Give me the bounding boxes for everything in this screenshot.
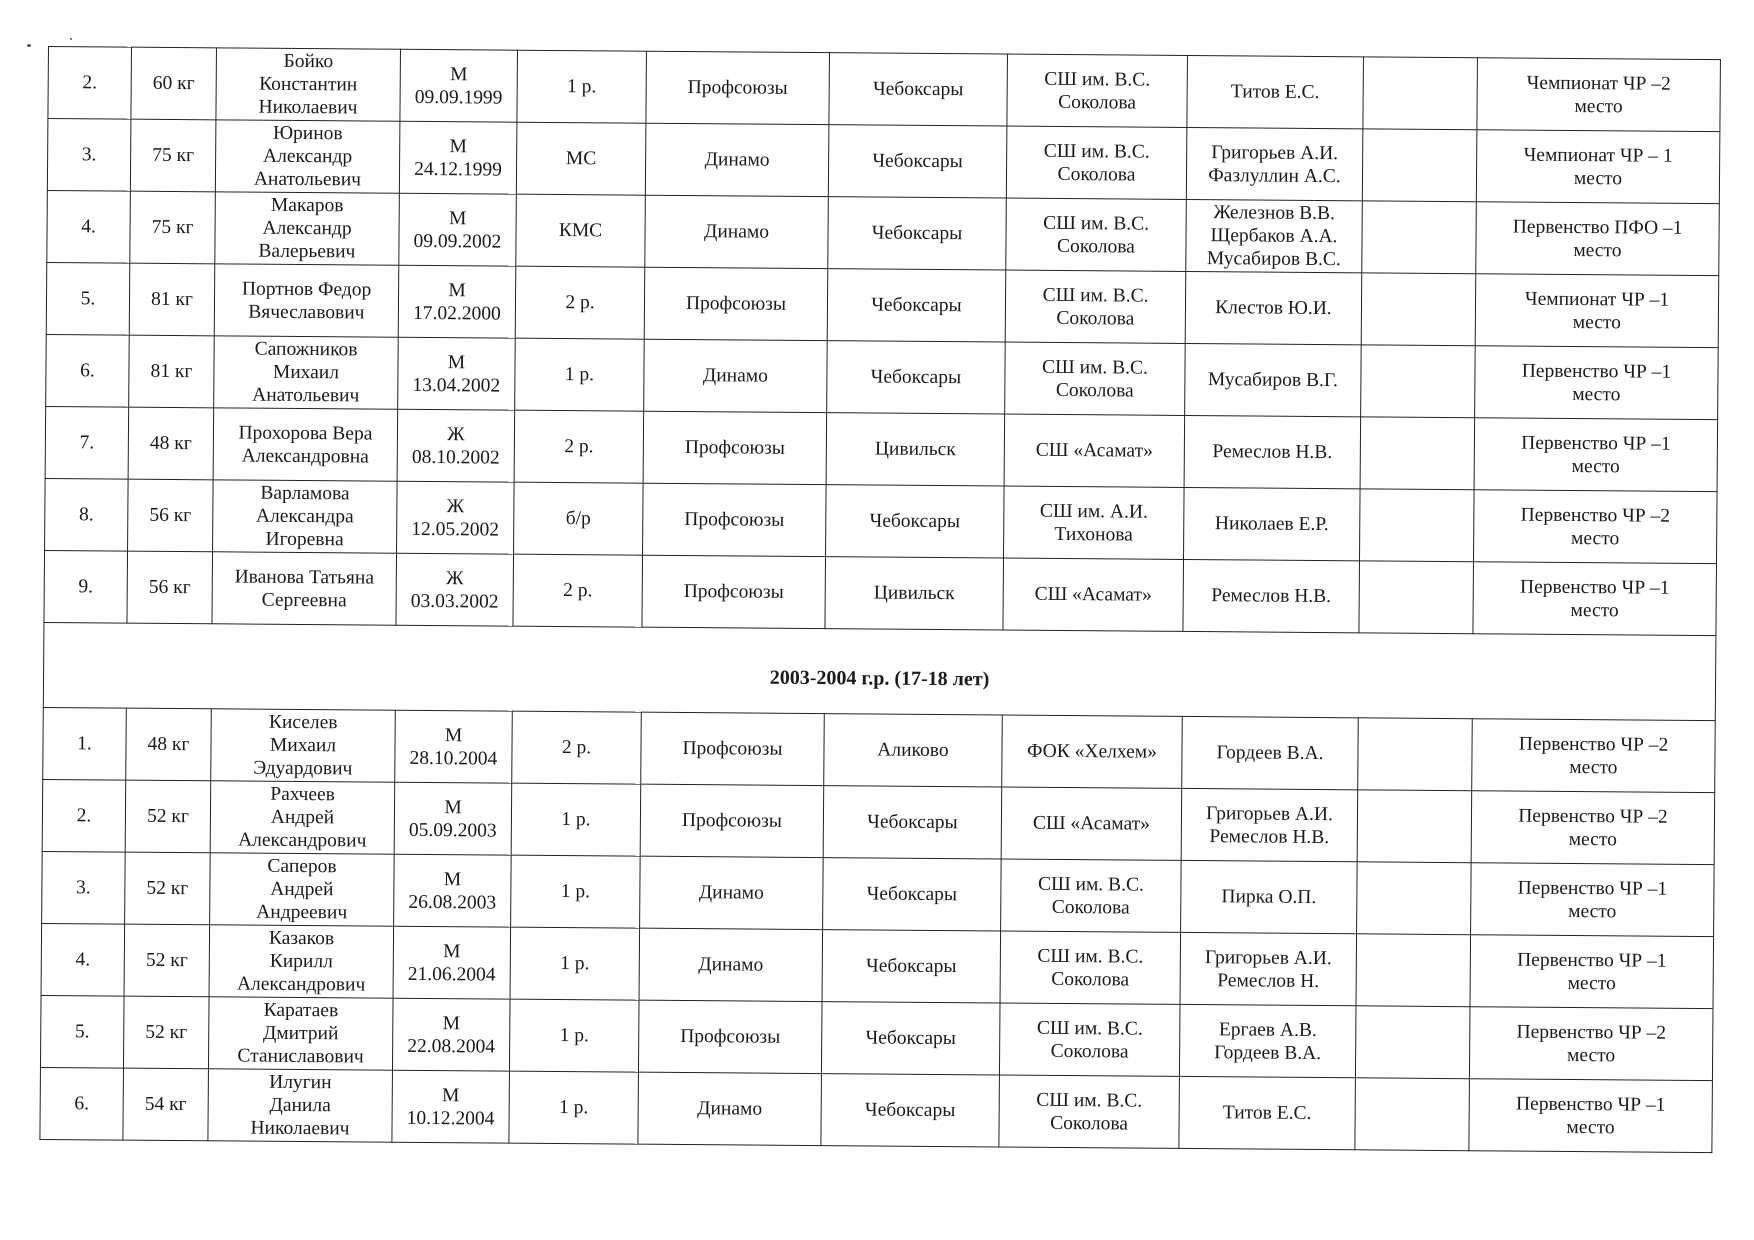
sex-birthdate-cell: М 28.10.2004 <box>395 710 513 783</box>
weight-class-cell: 56 кг <box>127 551 213 624</box>
coach-cell: Титов Е.С. <box>1179 1076 1356 1149</box>
weight-class-cell: 81 кг <box>129 335 215 408</box>
table-row <box>42 851 1715 936</box>
athlete-name-cell: Сапожников Михаил Анатольевич <box>214 336 399 409</box>
athlete-name-cell: Илугин Данила Николаевич <box>208 1069 393 1142</box>
table-row <box>44 550 1717 635</box>
empty-cell-cell <box>1357 790 1472 863</box>
sport-society-cell: Профсоюзы <box>643 483 827 556</box>
coach-cell: Ремеслов Н.В. <box>1184 415 1361 488</box>
table-row <box>46 262 1719 347</box>
athlete-name-cell: Макаров Александр Валерьевич <box>215 192 400 265</box>
sex-birthdate-cell: Ж 08.10.2002 <box>397 409 515 482</box>
table-row <box>45 478 1718 563</box>
city-cell: Чебоксары <box>823 858 1002 931</box>
sport-school-cell: СШ «Асамат» <box>1003 558 1184 631</box>
row-number-cell: 2. <box>42 779 126 852</box>
table-row <box>42 779 1715 864</box>
empty-cell-cell <box>1355 1078 1470 1151</box>
weight-class-cell: 75 кг <box>130 191 216 264</box>
sex-birthdate-cell: М 24.12.1999 <box>399 121 517 194</box>
table-body-section <box>43 622 1716 720</box>
table-body-top <box>44 47 1720 636</box>
city-cell: Цивильск <box>826 413 1005 486</box>
weight-class-cell: 48 кг <box>126 708 212 781</box>
result-cell: Первенство ЧР –2 место <box>1473 490 1717 564</box>
row-number-cell: 3. <box>47 119 131 192</box>
empty-cell-cell <box>1361 273 1476 346</box>
sport-society-cell: Динамо <box>645 195 829 268</box>
result-cell: Первенство ЧР –1 место <box>1471 863 1715 937</box>
coach-cell: Ергаев А.В. Гордеев В.А. <box>1179 1004 1356 1077</box>
city-cell: Чебоксары <box>821 1074 1000 1147</box>
sex-birthdate-cell: Ж 12.05.2002 <box>397 481 515 554</box>
sex-birthdate-cell: М 21.06.2004 <box>393 926 511 999</box>
age-group-title: 2003-2004 г.р. (17-18 лет) <box>43 622 1716 720</box>
sport-category-cell: 1 р. <box>509 1071 639 1144</box>
row-number-cell: 8. <box>45 478 129 551</box>
sport-category-cell: 1 р. <box>510 927 640 1000</box>
sport-society-cell: Профсоюзы <box>638 1000 822 1073</box>
sport-school-cell: СШ им. В.С. Соколова <box>1007 54 1188 127</box>
result-cell: Первенство ЧР –1 место <box>1475 346 1719 420</box>
athlete-name-cell: Каратаев Дмитрий Станиславович <box>208 997 393 1070</box>
sport-society-cell: Динамо <box>639 928 823 1001</box>
scan-speck <box>27 44 31 47</box>
sex-birthdate-cell: М 22.08.2004 <box>392 998 510 1071</box>
athlete-name-cell: Казаков Кирилл Александрович <box>209 925 394 998</box>
scan-speck <box>70 38 72 40</box>
city-cell: Чебоксары <box>827 341 1006 414</box>
athlete-name-cell: Рахчеев Андрей Александрович <box>210 781 395 854</box>
empty-cell-cell <box>1356 934 1471 1007</box>
result-cell: Первенство ЧР –1 место <box>1473 562 1717 636</box>
sport-school-cell: СШ им. В.С. Соколова <box>1006 198 1187 271</box>
row-number-cell: 4. <box>41 923 125 996</box>
city-cell: Чебоксары <box>821 1002 1000 1075</box>
row-number-cell: 7. <box>45 406 129 479</box>
sport-school-cell: СШ им. В.С. Соколова <box>999 1075 1180 1148</box>
row-number-cell: 2. <box>48 47 132 120</box>
sport-society-cell: Профсоюзы <box>643 411 827 484</box>
city-cell: Аликово <box>824 714 1003 787</box>
empty-cell-cell <box>1361 345 1476 418</box>
sport-school-cell: СШ «Асамат» <box>1004 414 1185 487</box>
sport-school-cell: СШ им. В.С. Соколова <box>1006 126 1187 199</box>
sport-society-cell: Динамо <box>640 856 824 929</box>
weight-class-cell: 54 кг <box>123 1068 209 1141</box>
sport-society-cell: Динамо <box>638 1072 822 1145</box>
table-row <box>47 119 1720 204</box>
table-body-bottom <box>40 707 1715 1152</box>
table-row <box>41 923 1714 1008</box>
athletes-table <box>39 46 1721 1153</box>
city-cell: Чебоксары <box>823 786 1002 859</box>
athlete-name-cell: Юринов Александр Анатольевич <box>215 120 400 193</box>
athlete-name-cell: Иванова Татьяна Сергеевна <box>212 552 397 625</box>
table-row <box>40 995 1713 1080</box>
sport-society-cell: Профсоюзы <box>644 267 828 340</box>
athlete-name-cell: Бойко Константин Николаевич <box>216 48 401 121</box>
sex-birthdate-cell: М 17.02.2000 <box>398 265 516 338</box>
sport-category-cell: 1 р. <box>511 855 641 928</box>
coach-cell: Ремеслов Н.В. <box>1183 559 1360 632</box>
athlete-name-cell: Киселев Михаил Эдуардович <box>211 709 396 782</box>
weight-class-cell: 52 кг <box>125 780 211 853</box>
sport-society-cell: Профсоюзы <box>642 555 826 628</box>
athlete-name-cell: Портнов Федор Вячеславович <box>214 264 399 337</box>
row-number-cell: 9. <box>44 550 128 623</box>
coach-cell: Григорьев А.И. Ремеслов Н.В. <box>1181 788 1358 861</box>
weight-class-cell: 52 кг <box>125 852 211 925</box>
table-row <box>48 47 1721 132</box>
sex-birthdate-cell: М 10.12.2004 <box>392 1070 510 1143</box>
empty-cell-cell <box>1359 489 1474 562</box>
table-row <box>47 190 1720 275</box>
sport-society-cell: Профсоюзы <box>641 712 825 785</box>
sport-school-cell: СШ им. В.С. Соколова <box>999 1003 1180 1076</box>
sport-category-cell: 1 р. <box>515 338 645 411</box>
result-cell: Чемпионат ЧР –2 место <box>1477 58 1721 132</box>
result-cell: Первенство ПФО –1 место <box>1476 202 1720 276</box>
row-number-cell: 5. <box>46 262 130 335</box>
age-group-row <box>43 622 1716 720</box>
city-cell: Чебоксары <box>826 485 1005 558</box>
sport-category-cell: 2 р. <box>514 410 644 483</box>
sport-category-cell: 2 р. <box>515 266 645 339</box>
table-row <box>40 1067 1713 1152</box>
coach-cell: Григорьев А.И. Фазлуллин А.С. <box>1186 127 1363 200</box>
city-cell: Чебоксары <box>827 269 1006 342</box>
coach-cell: Гордеев В.А. <box>1182 716 1359 789</box>
sport-category-cell: МС <box>516 122 646 195</box>
sex-birthdate-cell: Ж 03.03.2002 <box>396 553 514 626</box>
row-number-cell: 4. <box>47 190 131 263</box>
city-cell: Чебоксары <box>828 125 1007 198</box>
sport-school-cell: СШ им. В.С. Соколова <box>1005 270 1186 343</box>
empty-cell-cell <box>1357 862 1472 935</box>
sex-birthdate-cell: М 09.09.1999 <box>400 49 518 122</box>
empty-cell-cell <box>1355 1006 1470 1079</box>
result-cell: Первенство ЧР –1 место <box>1474 418 1718 492</box>
sport-category-cell: б/р <box>514 482 644 555</box>
sport-society-cell: Динамо <box>645 123 829 196</box>
row-number-cell: 6. <box>46 334 130 407</box>
city-cell: Чебоксары <box>822 930 1001 1003</box>
sport-category-cell: 2 р. <box>512 711 642 784</box>
sport-category-cell: КМС <box>516 194 646 267</box>
empty-cell-cell <box>1360 417 1475 490</box>
city-cell: Чебоксары <box>829 53 1008 126</box>
sex-birthdate-cell: М 13.04.2002 <box>398 337 516 410</box>
sport-school-cell: СШ «Асамат» <box>1001 787 1182 860</box>
coach-cell: Железнов В.В. Щербаков А.А. Мусабиров В.С. <box>1186 199 1363 272</box>
coach-cell: Пирка О.П. <box>1181 860 1358 933</box>
sport-society-cell: Динамо <box>644 339 828 412</box>
table-row <box>45 406 1718 491</box>
sport-school-cell: СШ им. В.С. Соколова <box>1000 931 1181 1004</box>
coach-cell: Титов Е.С. <box>1187 55 1364 128</box>
weight-class-cell: 81 кг <box>129 263 215 336</box>
weight-class-cell: 75 кг <box>130 119 216 192</box>
result-cell: Первенство ЧР –2 место <box>1469 1007 1713 1081</box>
athlete-name-cell: Саперов Андрей Андреевич <box>210 853 395 926</box>
sport-school-cell: СШ им. В.С. Соколова <box>1001 859 1182 932</box>
weight-class-cell: 48 кг <box>128 407 214 480</box>
row-number-cell: 1. <box>43 707 127 780</box>
table-row <box>46 334 1719 419</box>
result-cell: Чемпионат ЧР – 1 место <box>1476 130 1720 204</box>
result-cell: Первенство ЧР –1 место <box>1470 935 1714 1009</box>
table-row <box>43 707 1716 792</box>
sex-birthdate-cell: М 26.08.2003 <box>394 854 512 927</box>
city-cell: Чебоксары <box>828 197 1007 270</box>
coach-cell: Григорьев А.И. Ремеслов Н. <box>1180 932 1357 1005</box>
row-number-cell: 5. <box>40 995 124 1068</box>
athlete-name-cell: Варламова Александра Игоревна <box>213 480 398 553</box>
weight-class-cell: 52 кг <box>124 924 210 997</box>
weight-class-cell: 60 кг <box>131 47 217 120</box>
sport-society-cell: Профсоюзы <box>646 51 830 124</box>
empty-cell-cell <box>1359 561 1474 634</box>
weight-class-cell: 52 кг <box>123 996 209 1069</box>
empty-cell-cell <box>1363 57 1478 130</box>
empty-cell-cell <box>1362 129 1477 202</box>
coach-cell: Мусабиров В.Г. <box>1185 343 1362 416</box>
empty-cell-cell <box>1358 718 1473 791</box>
sport-school-cell: СШ им. В.С. Соколова <box>1005 342 1186 415</box>
sport-school-cell: ФОК «Хелхем» <box>1002 715 1183 788</box>
weight-class-cell: 56 кг <box>128 479 214 552</box>
coach-cell: Клестов Ю.И. <box>1185 271 1362 344</box>
sport-category-cell: 1 р. <box>517 50 647 123</box>
row-number-cell: 3. <box>42 851 126 924</box>
sport-category-cell: 1 р. <box>511 783 641 856</box>
coach-cell: Николаев Е.Р. <box>1184 487 1361 560</box>
sex-birthdate-cell: М 09.09.2002 <box>399 193 517 266</box>
sport-category-cell: 1 р. <box>509 999 639 1072</box>
result-cell: Первенство ЧР –1 место <box>1469 1079 1713 1153</box>
city-cell: Цивильск <box>825 557 1004 630</box>
result-cell: Первенство ЧР –2 место <box>1472 719 1716 793</box>
sex-birthdate-cell: М 05.09.2003 <box>394 782 512 855</box>
empty-cell-cell <box>1362 201 1477 274</box>
sport-society-cell: Профсоюзы <box>640 784 824 857</box>
sport-category-cell: 2 р. <box>513 554 643 627</box>
athlete-name-cell: Прохорова Вера Александровна <box>213 408 398 481</box>
result-cell: Чемпионат ЧР –1 место <box>1475 274 1719 348</box>
row-number-cell: 6. <box>40 1067 124 1140</box>
sport-school-cell: СШ им. А.И. Тихонова <box>1004 486 1185 559</box>
result-cell: Первенство ЧР –2 место <box>1471 791 1715 865</box>
